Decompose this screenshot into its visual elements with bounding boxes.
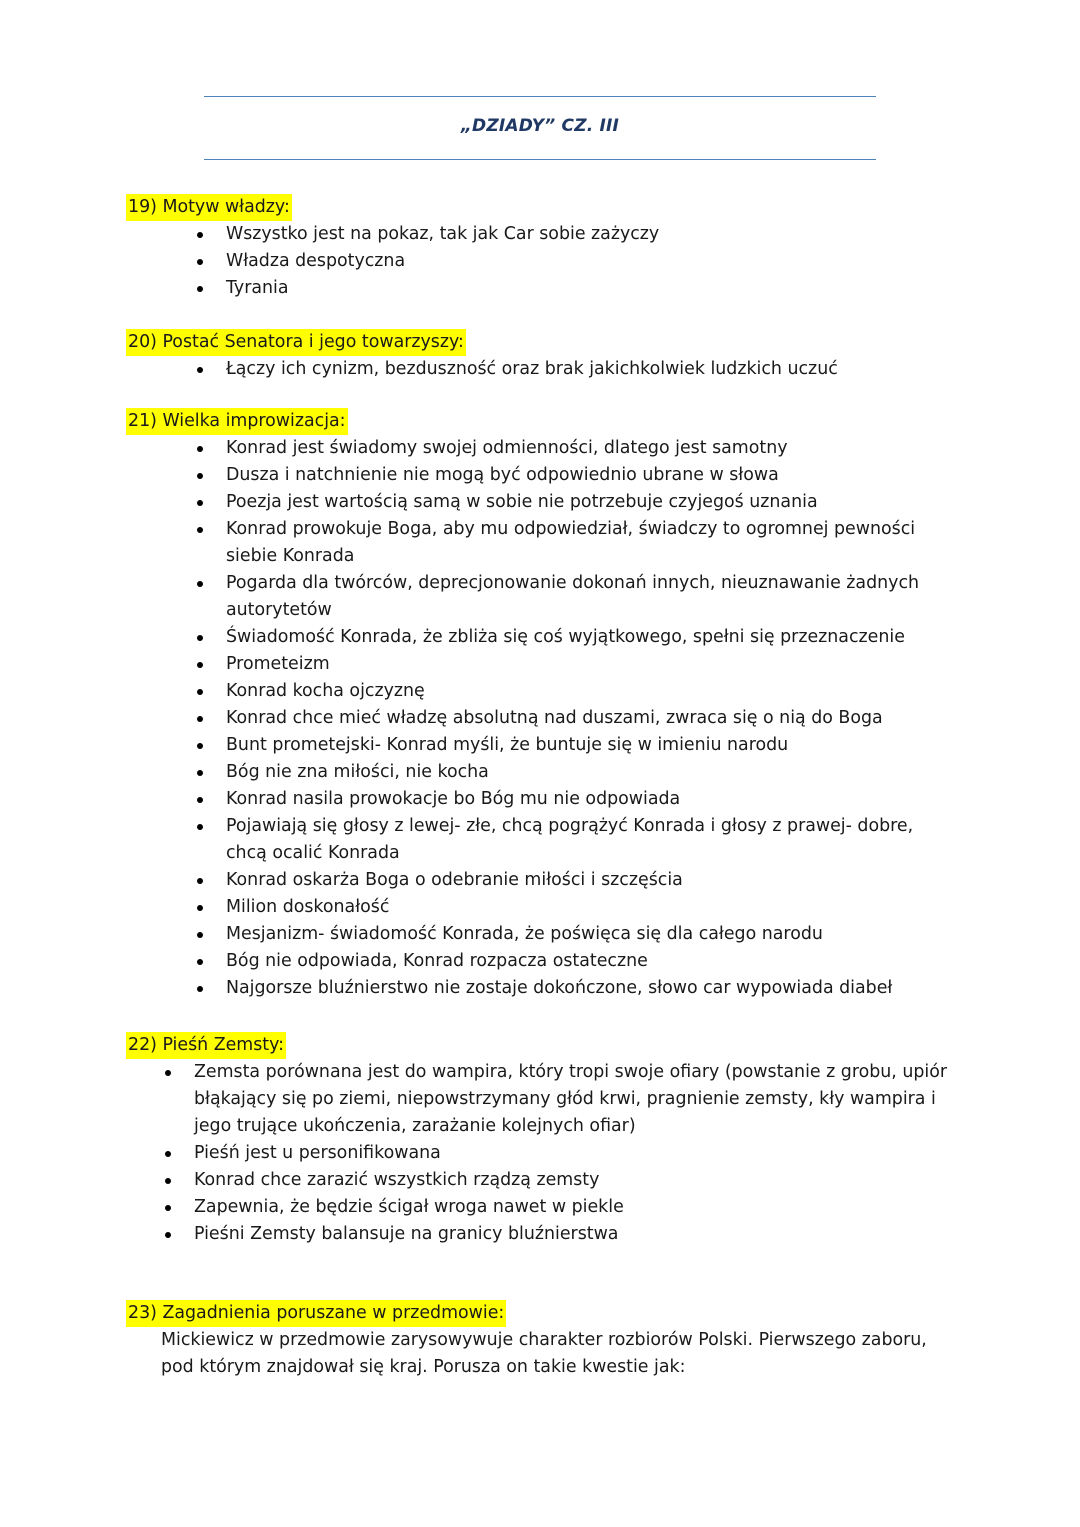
page-title: „DZIADY” CZ. III [460,116,620,136]
list-item: Prometeizm [128,651,948,678]
list-item: Konrad chce mieć władzę absolutną nad duszami, zwraca się o nią do Boga [128,705,948,732]
list-item: Dusza i natchnienie nie mogą być odpowiednio ubrane w słowa [128,462,948,489]
title-rule-top [204,96,876,97]
section-20 [128,329,948,383]
section-heading: 22) Pieśń Zemsty: [126,1032,286,1059]
list-item: Pieśń jest u personifikowana [128,1140,948,1167]
section-heading: 20) Postać Senatora i jego towarzyszy: [126,329,466,356]
list-item: Najgorsze bluźnierstwo nie zostaje dokończone, słowo car wypowiada diabeł [128,975,948,1002]
list-item: Władza despotyczna [128,248,948,275]
list-item: Zemsta porównana jest do wampira, który tropi swoje ofiary (powstanie z grobu, upiór błąkający się po ziemi, niepowstrzymany głód krwi, pragnienie zemsty, kły wampira i jego trujące ukończenia, zarażanie kolejnych ofiar) [128,1059,948,1140]
list-item: Tyrania [128,275,948,302]
list-item: Konrad nasila prowokacje bo Bóg mu nie odpowiada [128,786,948,813]
list-item: Konrad kocha ojczyznę [128,678,948,705]
list-item: Konrad jest świadomy swojej odmienności, dlatego jest samotny [128,435,948,462]
list-item: Zapewnia, że będzie ścigał wroga nawet w piekle [128,1194,948,1221]
bullet-list [128,221,948,302]
list-item: Pieśni Zemsty balansuje na granicy bluźnierstwa [128,1221,948,1248]
list-item: Poezja jest wartością samą w sobie nie potrzebuje czyjegoś uznania [128,489,948,516]
section-19 [128,194,948,302]
list-item: Wszystko jest na pokaz, tak jak Car sobie zażyczy [128,221,948,248]
section-heading: 23) Zagadnienia poruszane w przedmowie: [126,1300,506,1327]
section-23 [128,1300,948,1381]
bullet-list [128,1059,948,1248]
section-21 [128,408,948,1002]
list-item: Łączy ich cynizm, bezduszność oraz brak jakichkolwiek ludzkich uczuć [128,356,948,383]
section-heading: 19) Motyw władzy: [126,194,292,221]
list-item: Bóg nie odpowiada, Konrad rozpacza ostateczne [128,948,948,975]
list-item: Bóg nie zna miłości, nie kocha [128,759,948,786]
section-heading: 21) Wielka improwizacja: [126,408,348,435]
list-item: Pojawiają się głosy z lewej- złe, chcą pogrążyć Konrada i głosy z prawej- dobre, chcą ocalić Konrada [128,813,948,867]
list-item: Konrad chce zarazić wszystkich rządzą zemsty [128,1167,948,1194]
bullet-list [128,356,948,383]
bullet-list [128,435,948,1002]
list-item: Pogarda dla twórców, deprecjonowanie dokonań innych, nieuznawanie żadnych autorytetów [128,570,948,624]
list-item: Konrad prowokuje Boga, aby mu odpowiedział, świadczy to ogromnej pewności siebie Konrada [128,516,948,570]
list-item: Milion doskonałość [128,894,948,921]
list-item: Świadomość Konrada, że zbliża się coś wyjątkowego, spełni się przeznaczenie [128,624,948,651]
section-paragraph: Mickiewicz w przedmowie zarysowywuje charakter rozbiorów Polski. Pierwszego zaboru, pod którym znajdował się kraj. Porusza on takie kwestie jak: [161,1330,927,1377]
list-item: Mesjanizm- świadomość Konrada, że poświęca się dla całego narodu [128,921,948,948]
section-22 [128,1032,948,1248]
list-item: Bunt prometejski- Konrad myśli, że buntuje się w imieniu narodu [128,732,948,759]
list-item: Konrad oskarża Boga o odebranie miłości i szczęścia [128,867,948,894]
title-rule-bottom [204,159,876,160]
